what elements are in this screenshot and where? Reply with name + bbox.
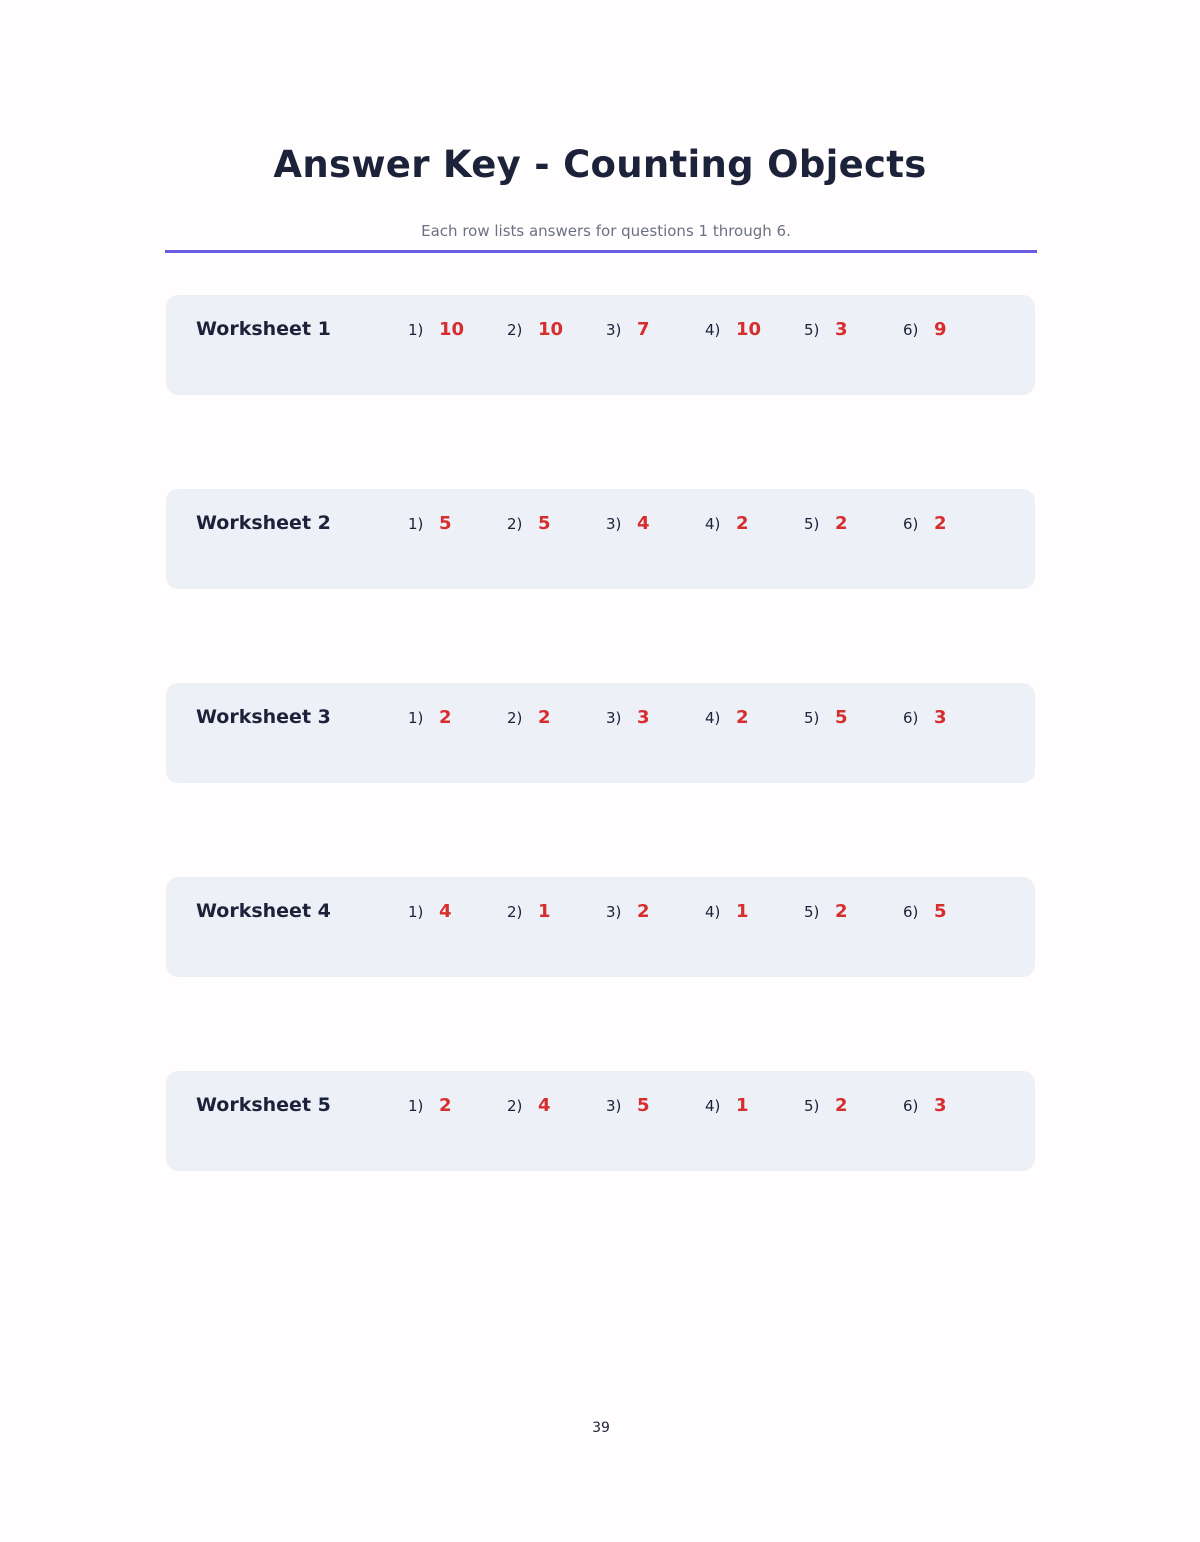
answer-item — [705, 1095, 749, 1116]
answer-item — [903, 513, 947, 534]
question-number: 2) — [507, 1097, 523, 1115]
answer-item — [606, 707, 650, 728]
question-number: 5) — [804, 903, 820, 921]
answer-item — [507, 1095, 551, 1116]
answer-item — [507, 319, 563, 340]
header-divider — [165, 250, 1037, 253]
question-number: 5) — [804, 1097, 820, 1115]
answer-item — [705, 319, 761, 340]
question-number: 6) — [903, 903, 919, 921]
answer-value: 9 — [934, 319, 947, 340]
answer-item — [903, 707, 947, 728]
question-number: 2) — [507, 515, 523, 533]
question-number: 6) — [903, 1097, 919, 1115]
answer-item — [408, 513, 452, 534]
answer-value: 2 — [835, 1095, 848, 1116]
question-number: 3) — [606, 321, 622, 339]
worksheet-card — [166, 683, 1035, 783]
answer-value: 1 — [736, 1095, 749, 1116]
worksheet-label: Worksheet 2 — [196, 512, 331, 534]
answer-value: 2 — [439, 707, 452, 728]
question-number: 1) — [408, 515, 424, 533]
question-number: 1) — [408, 321, 424, 339]
question-number: 1) — [408, 1097, 424, 1115]
answer-value: 2 — [538, 707, 551, 728]
question-number: 2) — [507, 709, 523, 727]
answer-value: 4 — [637, 513, 650, 534]
question-number: 3) — [606, 515, 622, 533]
question-number: 1) — [408, 709, 424, 727]
question-number: 4) — [705, 1097, 721, 1115]
answer-value: 3 — [835, 319, 848, 340]
question-number: 4) — [705, 321, 721, 339]
worksheet-label: Worksheet 5 — [196, 1094, 331, 1116]
answer-value: 5 — [538, 513, 551, 534]
worksheet-card — [166, 295, 1035, 395]
question-number: 2) — [507, 903, 523, 921]
worksheet-card — [166, 489, 1035, 589]
question-number: 5) — [804, 321, 820, 339]
answer-item — [804, 319, 848, 340]
answer-value: 7 — [637, 319, 650, 340]
question-number: 4) — [705, 709, 721, 727]
question-number: 1) — [408, 903, 424, 921]
answer-item — [507, 707, 551, 728]
answer-value: 2 — [736, 707, 749, 728]
question-number: 4) — [705, 515, 721, 533]
answer-value: 2 — [835, 513, 848, 534]
answer-item — [705, 901, 749, 922]
answer-item — [606, 1095, 650, 1116]
answer-value: 2 — [934, 513, 947, 534]
answer-value: 10 — [538, 319, 564, 340]
answer-item — [804, 901, 848, 922]
answer-value: 2 — [835, 901, 848, 922]
answer-item — [804, 707, 848, 728]
answer-item — [507, 513, 551, 534]
answer-item — [804, 1095, 848, 1116]
question-number: 2) — [507, 321, 523, 339]
answer-value: 4 — [439, 901, 452, 922]
answer-item — [408, 707, 452, 728]
answer-item — [705, 707, 749, 728]
answer-value: 5 — [637, 1095, 650, 1116]
page-title: Answer Key - Counting Objects — [273, 143, 927, 186]
question-number: 3) — [606, 709, 622, 727]
answer-value: 1 — [538, 901, 551, 922]
worksheet-label: Worksheet 4 — [196, 900, 331, 922]
answer-item — [408, 901, 452, 922]
answer-value: 2 — [439, 1095, 452, 1116]
answer-value: 3 — [637, 707, 650, 728]
question-number: 3) — [606, 903, 622, 921]
answer-item — [903, 319, 947, 340]
answer-value: 10 — [439, 319, 465, 340]
question-number: 6) — [903, 709, 919, 727]
answer-value: 2 — [637, 901, 650, 922]
worksheet-card — [166, 877, 1035, 977]
answer-item — [408, 319, 464, 340]
worksheet-card — [166, 1071, 1035, 1171]
answer-item — [903, 1095, 947, 1116]
answer-value: 5 — [439, 513, 452, 534]
answer-item — [804, 513, 848, 534]
question-number: 6) — [903, 515, 919, 533]
answer-item — [408, 1095, 452, 1116]
answer-value: 10 — [736, 319, 762, 340]
answer-value: 3 — [934, 1095, 947, 1116]
question-number: 5) — [804, 709, 820, 727]
worksheet-label: Worksheet 3 — [196, 706, 331, 728]
question-number: 3) — [606, 1097, 622, 1115]
answer-value: 5 — [934, 901, 947, 922]
answer-value: 3 — [934, 707, 947, 728]
answer-value: 5 — [835, 707, 848, 728]
answer-item — [507, 901, 551, 922]
question-number: 6) — [903, 321, 919, 339]
answer-item — [606, 319, 650, 340]
answer-item — [705, 513, 749, 534]
page-subtitle: Each row lists answers for questions 1 through 6. — [421, 222, 791, 240]
answer-value: 1 — [736, 901, 749, 922]
answer-item — [903, 901, 947, 922]
answer-item — [606, 901, 650, 922]
worksheet-label: Worksheet 1 — [196, 318, 331, 340]
question-number: 5) — [804, 515, 820, 533]
answer-item — [606, 513, 650, 534]
question-number: 4) — [705, 903, 721, 921]
answer-value: 2 — [736, 513, 749, 534]
answer-value: 4 — [538, 1095, 551, 1116]
page-number: 39 — [592, 1420, 610, 1436]
